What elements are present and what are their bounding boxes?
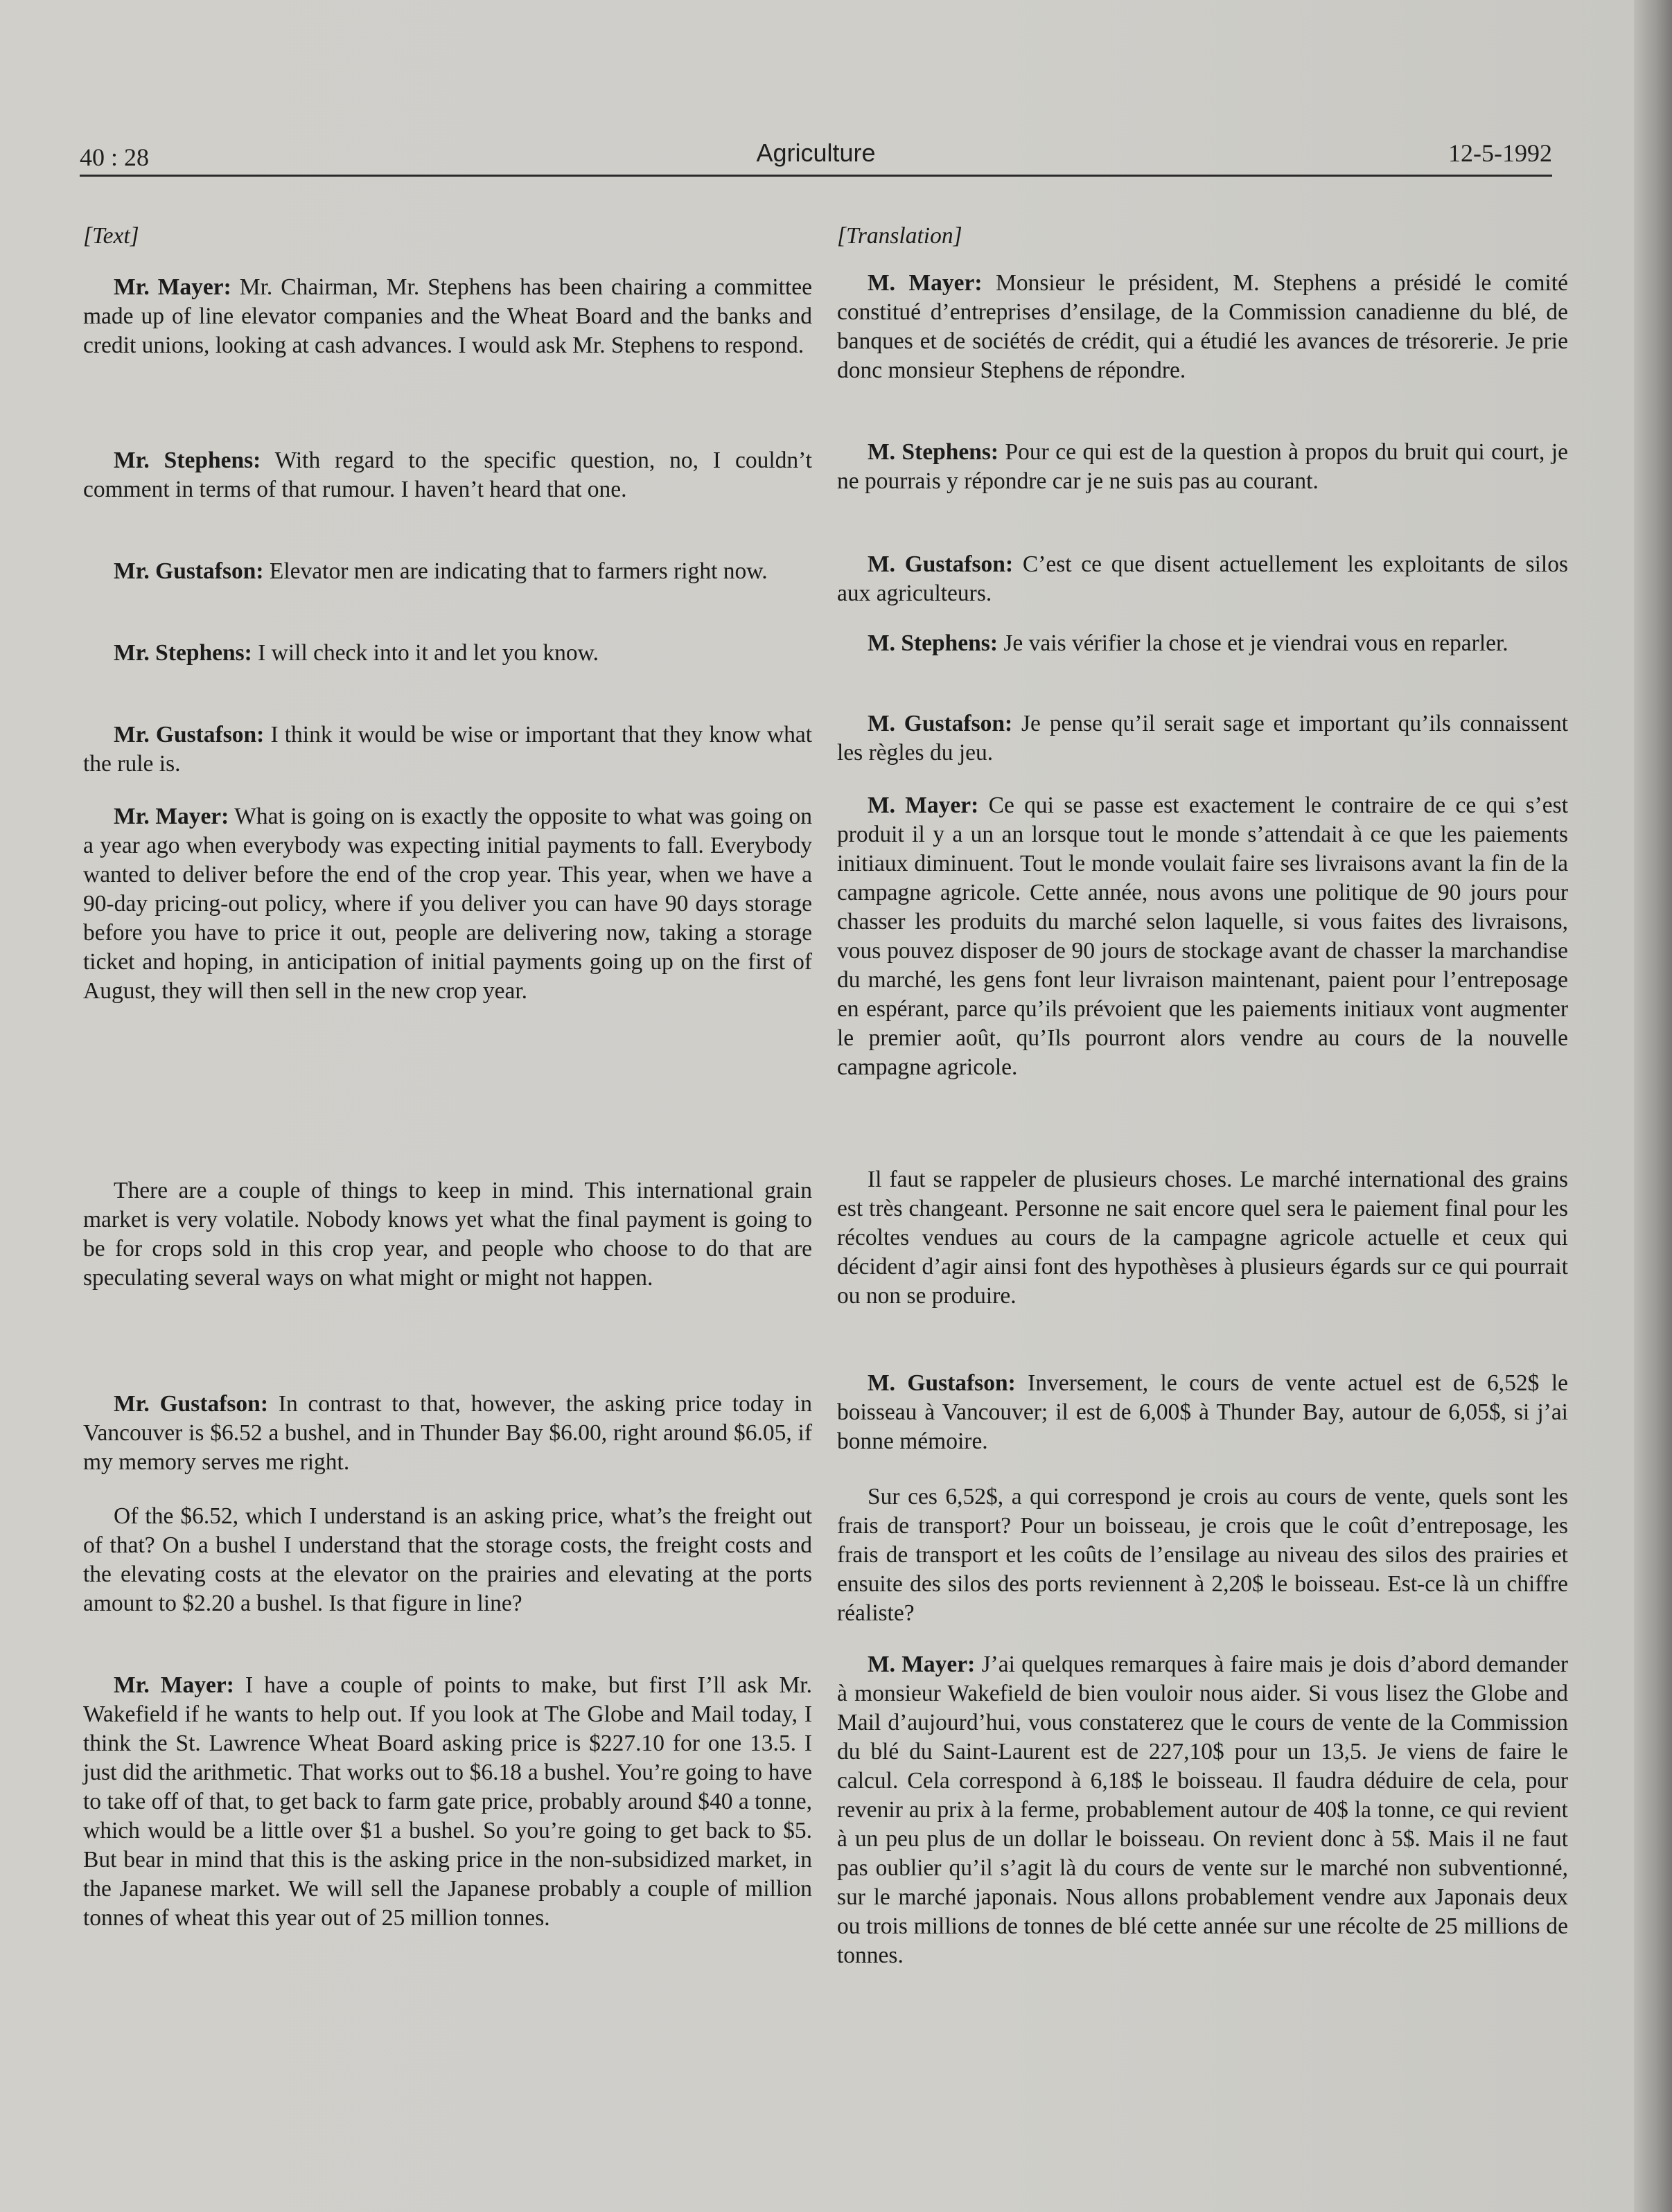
paragraph-text: Inversement, le cours de vente actuel est de 6,52$ le boisseau à Vancouver; il est de 6,00$ à Thunder Bay, autour de 6,05$, si j’ai bonne mémoire.	[837, 1370, 1569, 1454]
transcript-paragraph	[83, 1390, 812, 1477]
paragraph-text: Sur ces 6,52$, a qui correspond je crois au cours de vente, quels sont les frais de transport? Pour un boisseau, je crois que le coût d’entreposage, les frais de transport et les coûts de l’ensilage au niveau des silos des prairies et ensuite des silos des ports reviennent à 2,20$ le boisseau. Est-ce là un chiffre réaliste?	[837, 1484, 1568, 1626]
paragraph-text: Elevator men are indicating that to farmers right now.	[269, 558, 768, 584]
column-tag: [Translation]	[837, 223, 962, 249]
paragraph-text: With regard to the specific question, no, I couldn’t comment in terms of that rumour. I haven’t heard that one.	[83, 448, 812, 502]
page-number: 40 : 28	[80, 143, 150, 171]
transcript-paragraph	[837, 438, 1568, 496]
transcript-paragraph	[83, 446, 812, 504]
paragraph-text: Monsieur le président, M. Stephens a présidé le comité constitué d’entreprises d’ensilage, de la Commission canadienne du blé, de banques et de sociétés de crédit, qui a étudié les avances de trésorerie. Je prie donc monsieur Stephens de répondre.	[837, 270, 1568, 383]
speaker-name: M. Gustafson:	[868, 551, 1014, 577]
header-date: 12-5-1992	[1448, 139, 1552, 167]
page-edge-shadow	[1634, 0, 1672, 2212]
paragraph-text: Je pense qu’il serait sage et important qu’ils connaissent les règles du jeu.	[837, 711, 1569, 766]
speaker-name: M. Stephens:	[868, 630, 998, 656]
english-column	[83, 222, 813, 1931]
transcript-paragraph	[837, 629, 1568, 658]
speaker-name: M. Mayer:	[868, 793, 979, 818]
speaker-name: Mr. Mayer:	[114, 274, 231, 300]
transcript-paragraph	[837, 1369, 1568, 1456]
paragraph-text: J’ai quelques remarques à faire mais je dois d’abord demander à monsieur Wakefield de bien vouloir nous aider. Si vous lisez the Globe and Mail d’aujourd’hui, vous constaterez que le cours de vente de la Commission du blé du Saint-Laurent est de 227,10$ pour un 13,5. Je viens de faire le calcul. Cela correspond à 6,18$ le boisseau. Il faudra déduire de cela, pour revenir au prix à la ferme, probablement autour de 40$ la tonne, ce qui revient à un peu plus de un dollar le boisseau. On revient donc à 5$. Mais il ne faut pas oublier qu’il s’agit là du cours de vente sur le marché non subventionné, sur le marché japonais. Nous allons probablement vendre aux Japonais deux ou trois millions de tonnes de blé cette année sur une récolte de 25 millions de tonnes.	[837, 1652, 1568, 1968]
speaker-name: Mr. Mayer:	[114, 804, 229, 829]
transcript-paragraph	[83, 1671, 812, 1933]
transcript-paragraph	[837, 791, 1568, 1082]
paragraph-text: I think it would be wise or important that they know what the rule is.	[83, 722, 812, 777]
paragraph-text: In contrast to that, however, the asking price today in Vancouver is $6.52 a bushel, and in Thunder Bay $6.00, right around $6.05, if my memory serves me right.	[83, 1391, 813, 1475]
speaker-name: M. Mayer:	[868, 270, 983, 296]
section-title: Agriculture	[756, 139, 876, 167]
transcript-paragraph	[83, 639, 812, 668]
speaker-name: Mr. Gustafson:	[114, 722, 265, 747]
transcript-paragraph	[837, 550, 1568, 608]
paragraph-text: C’est ce que disent actuellement les exploitants de silos aux agriculteurs.	[837, 551, 1569, 606]
paragraph-text: I will check into it and let you know.	[258, 640, 599, 666]
speaker-name: Mr. Stephens:	[114, 640, 252, 666]
paragraph-text: Je vais vérifier la chose et je viendrai vous en reparler.	[1003, 630, 1508, 656]
speaker-name: M. Gustafson:	[868, 1370, 1016, 1396]
transcript-paragraph	[83, 802, 812, 1006]
transcript-paragraph	[83, 557, 812, 586]
transcript-paragraph	[83, 720, 812, 779]
paragraph-text: What is going on is exactly the opposite to what was going on a year ago when everybody was expecting initial payments to fall. Everybody wanted to deliver before the end of the crop year. This year, when we have a 90-day pricing-out policy, where if you deliver you can have 90 days storage before you have to price it out, people are delivering now, taking a storage ticket and hoping, in anticipation of initial payments going up on the first of August, they will then sell in the new crop year.	[83, 804, 812, 1004]
transcript-paragraph	[83, 273, 812, 360]
paragraph-text: Ce qui se passe est exactement le contraire de ce qui s’est produit il y a un an lorsque tout le monde s’attendait à ce que les paiements initiaux diminuent. Tout le monde voulait faire ses livraisons avant la fin de la campagne agricole. Cette année, nous avons une politique de 90 jours pour chasser les produits du marché selon laquelle, si vous faites des livraisons, vous pouvez disposer de 90 jours de stockage avant de chasser la marchandise du marché, les gens font leur livraison maintenant, paient pour l’entreposage en espérant, parce qu’ils prévoient que les paiements initiaux vont augmenter le premier août, qu’Ils pourront alors vendre au cours de la nouvelle campagne agricole.	[837, 793, 1569, 1080]
speaker-name: M. Gustafson:	[868, 711, 1013, 736]
paragraph-text: Pour ce qui est de la question à propos du bruit qui court, je ne pourrais y répondre car je ne suis pas au courant.	[837, 439, 1568, 494]
speaker-name: M. Stephens:	[868, 439, 999, 465]
french-column	[837, 222, 1569, 1968]
transcript-paragraph	[83, 1502, 812, 1618]
speaker-name: Mr. Gustafson:	[114, 1391, 268, 1417]
transcript-paragraph	[837, 1650, 1568, 1970]
page-header	[80, 133, 1552, 177]
speaker-name: Mr. Stephens:	[114, 448, 261, 473]
paragraph-text: I have a couple of points to make, but first I’ll ask Mr. Wakefield if he wants to help out. If you look at The Globe and Mail today, I think the St. Lawrence Wheat Board asking price is $227.10 for one 13.5. I just did the arithmetic. That works out to $6.18 a bushel. You’re going to have to take off of that, to get back to farm gate price, probably around $40 a tonne, which would be a little over $1 a bushel. So you’re going to get back to $5. But bear in mind that this is the asking price in the non-subsidized market, in the Japanese market. We will sell the Japanese probably a couple of million tonnes of wheat this year out of 25 million tonnes.	[83, 1672, 812, 1931]
speaker-name: Mr. Gustafson:	[114, 558, 264, 584]
transcript-paragraph	[837, 709, 1568, 768]
paragraph-text: Of the $6.52, which I understand is an asking price, what’s the freight out of that? On a bushel I understand that the storage costs, the freight costs and the elevating costs at the elevator on the prairies and elevating at the ports amount to $2.20 a bushel. Is that figure in line?	[83, 1503, 812, 1616]
speaker-name: M. Mayer:	[868, 1652, 976, 1677]
column-tag: [Text]	[83, 223, 139, 249]
transcript-paragraph	[83, 1176, 812, 1293]
paragraph-text: Mr. Chairman, Mr. Stephens has been chairing a committee made up of line elevator companies and the Wheat Board and the banks and credit unions, looking at cash advances. I would ask Mr. Stephens to respond.	[83, 274, 813, 358]
paragraph-text: There are a couple of things to keep in mind. This international grain market is very volatile. Nobody knows yet what the final payment is going to be for crops sold in this crop year, and people who choose to do that are speculating several ways on what might or might not happen.	[83, 1178, 812, 1291]
paragraph-text: Il faut se rappeler de plusieurs choses. Le marché international des grains est très changeant. Personne ne sait encore quel sera le paiement final pour les récoltes vendues au cours de la campagne agricole actuelle et ceux qui décident d’agir ainsi font des hypothèses à plusieurs égards sur ce qui pourrait ou non se produire.	[837, 1167, 1568, 1309]
transcript-paragraph	[837, 1165, 1568, 1311]
transcript-paragraph	[837, 269, 1568, 385]
speaker-name: Mr. Mayer:	[114, 1672, 234, 1698]
transcript-paragraph	[837, 1483, 1568, 1628]
